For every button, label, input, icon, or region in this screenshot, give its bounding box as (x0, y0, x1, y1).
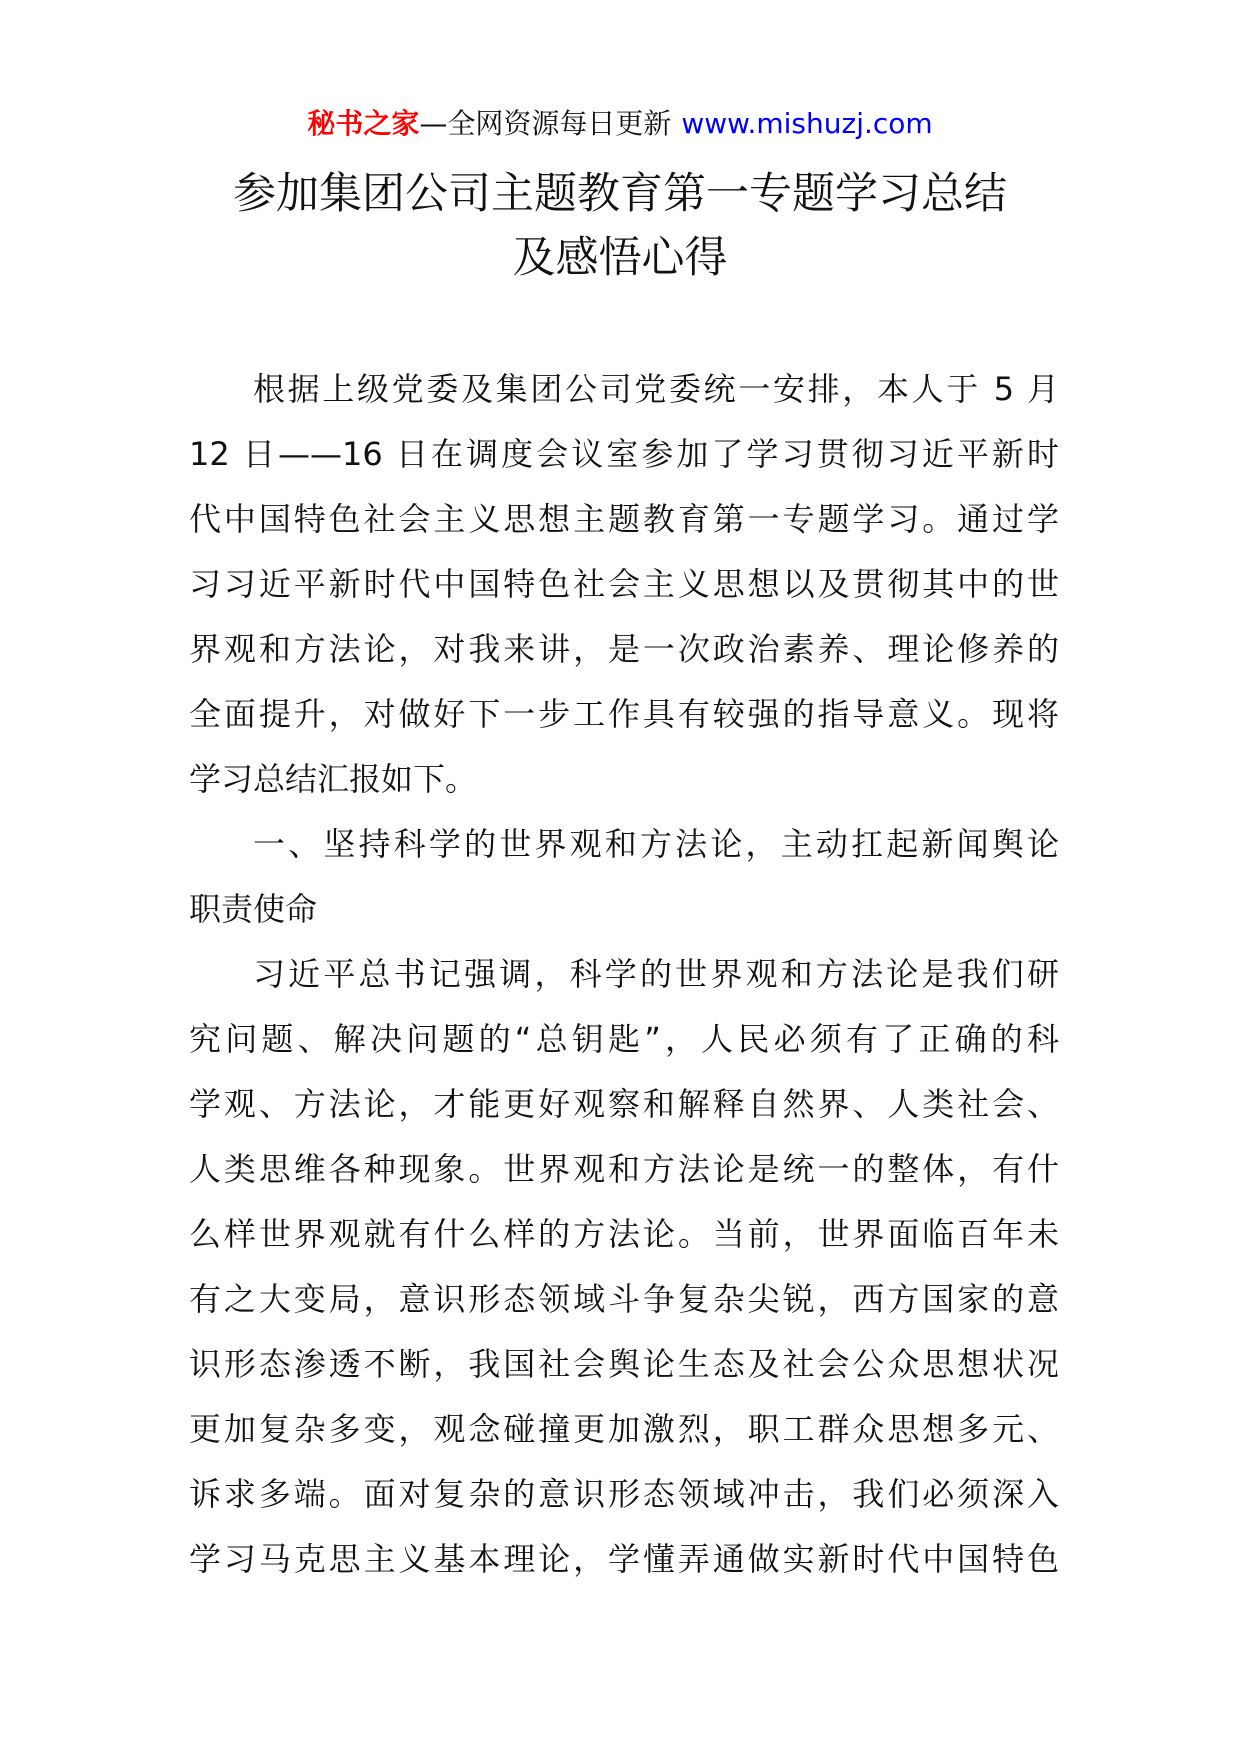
paragraph-line: 学习马克思主义基本理论，学懂弄通做实新时代中国特色 (189, 1540, 1059, 1578)
paragraph-line: 人类思维各种现象。世界观和方法论是统一的整体，有什 (189, 1150, 1059, 1188)
paragraph-first-line: 习近平总书记强调，科学的世界观和方法论是我们研 (253, 955, 1059, 993)
title-line: 参加集团公司主题教育第一专题学习总结 (233, 169, 1007, 219)
paragraph-line: 代中国特色社会主义思想主题教育第一专题学习。通过学 (189, 500, 1059, 538)
title-line: 及感悟心得 (512, 233, 728, 283)
paragraph-line: 学习总结汇报如下。 (189, 760, 478, 798)
paragraph-line: 有之大变局，意识形态领域斗争复杂尖锐，西方国家的意 (189, 1280, 1059, 1318)
paragraph-line: 12 日——16 日在调度会议室参加了学习贯彻习近平新时 (189, 435, 1059, 473)
paragraph-line: 更加复杂多变，观念碰撞更加激烈，职工群众思想多元、 (189, 1410, 1059, 1448)
paragraph-line: 界观和方法论，对我来讲，是一次政治素养、理论修养的 (189, 630, 1059, 668)
website-link[interactable]: www.mishuzj.com (681, 107, 933, 140)
paragraph-line: 么样世界观就有什么样的方法论。当前，世界面临百年未 (189, 1215, 1059, 1253)
paragraph-first-line: 一、坚持科学的世界观和方法论，主动扛起新闻舆论 (253, 825, 1059, 863)
paragraph-line: 究问题、解决问题的“总钥匙”，人民必须有了正确的科 (189, 1020, 1059, 1058)
paragraph-line: 全面提升，对做好下一步工作具有较强的指导意义。现将 (189, 695, 1059, 733)
document-body (189, 357, 1059, 1592)
paragraph-line: 识形态渗透不断，我国社会舆论生态及社会公众思想状况 (189, 1345, 1059, 1383)
paragraph-line: 诉求多端。面对复杂的意识形态领域冲击，我们必须深入 (189, 1475, 1059, 1513)
document-title (0, 162, 1240, 290)
brand-name: 秘书之家 (307, 107, 420, 140)
paragraph-line: 学观、方法论，才能更好观察和解释自然界、人类社会、 (189, 1085, 1059, 1123)
paragraph-line: 习习近平新时代中国特色社会主义思想以及贯彻其中的世 (189, 565, 1059, 603)
site-header (0, 98, 1240, 150)
paragraph-line: 职责使命 (189, 890, 318, 928)
header-tagline: —全网资源每日更新 (419, 107, 672, 140)
paragraph-first-line: 根据上级党委及集团公司党委统一安排，本人于 5 月 (253, 370, 1059, 408)
